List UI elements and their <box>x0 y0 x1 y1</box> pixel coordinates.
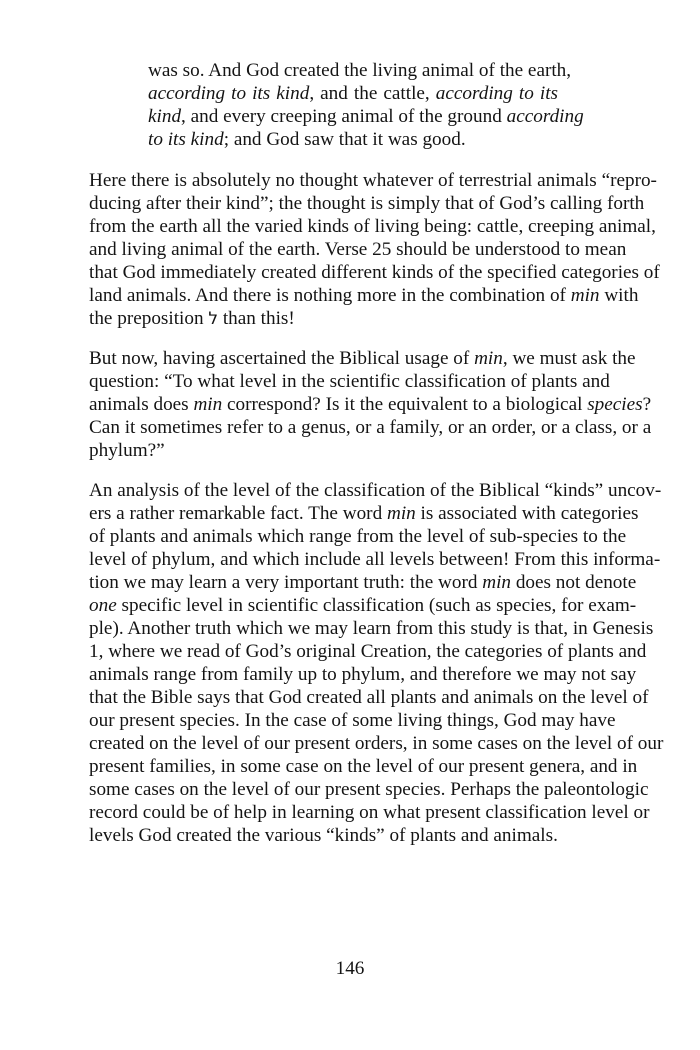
text-line: animals does min correspond? Is it the equivalent to a biological species? <box>89 394 652 415</box>
quote-line: according to its kind, and the cattle, according to its <box>148 83 559 104</box>
text-line: some cases on the level of our present species. Perhaps the paleontologic <box>89 779 649 800</box>
text-line: level of phylum, and which include all levels between! From this informa- <box>89 549 661 570</box>
text-line: ple). Another truth which we may learn from this study is that, in Genesis <box>89 618 654 639</box>
text-line: Can it sometimes refer to a genus, or a family, or an order, or a class, or a <box>89 417 652 438</box>
text-line: question: “To what level in the scientific classification of plants and <box>89 371 610 392</box>
text-line: from the earth all the varied kinds of living being: cattle, creeping animal, <box>89 216 656 237</box>
text-line: ers a rather remarkable fact. The word min is associated with categories <box>89 503 639 524</box>
text-line: and living animal of the earth. Verse 25 should be understood to mean <box>89 239 627 260</box>
text-line: the preposition ל than this! <box>89 308 295 329</box>
text-line: one specific level in scientific classification (such as species, for exam- <box>89 595 637 616</box>
text-line: of plants and animals which range from the level of sub-species to the <box>89 526 627 547</box>
text-line: present families, in some case on the level of our present genera, and in <box>89 756 638 777</box>
text-line: phylum?” <box>89 440 165 461</box>
quote-line: kind, and every creeping animal of the ground according <box>148 106 584 127</box>
text-line: An analysis of the level of the classification of the Biblical “kinds” uncov- <box>89 480 662 501</box>
hebrew-lamed-glyph: ל <box>208 309 219 329</box>
text-line: animals range from family up to phylum, and therefore we may not say <box>89 664 637 685</box>
quote-line: to its kind; and God saw that it was good. <box>148 129 466 150</box>
text-line: our present species. In the case of some living things, God may have <box>89 710 616 731</box>
text-line: ducing after their kind”; the thought is simply that of God’s calling forth <box>89 193 645 214</box>
page-number: 146 <box>335 958 365 979</box>
text-line: record could be of help in learning on what present classification level or <box>89 802 650 823</box>
text-line: But now, having ascertained the Biblical usage of min, we must ask the <box>89 348 636 369</box>
text-line: that God immediately created different kinds of the specified categories of <box>89 262 660 283</box>
text-line: land animals. And there is nothing more in the combination of min with <box>89 285 639 306</box>
text-line: created on the level of our present orders, in some cases on the level of our <box>89 733 664 754</box>
text-line: 1, where we read of God’s original Creation, the categories of plants and <box>89 641 647 662</box>
text-line: tion we may learn a very important truth: the word min does not denote <box>89 572 637 593</box>
text-line: Here there is absolutely no thought whatever of terrestrial animals “repro- <box>89 170 657 191</box>
text-line: that the Bible says that God created all plants and animals on the level of <box>89 687 649 708</box>
quote-line: was so. And God created the living animal of the earth, <box>148 60 572 81</box>
text-line: levels God created the various “kinds” of plants and animals. <box>89 825 558 846</box>
